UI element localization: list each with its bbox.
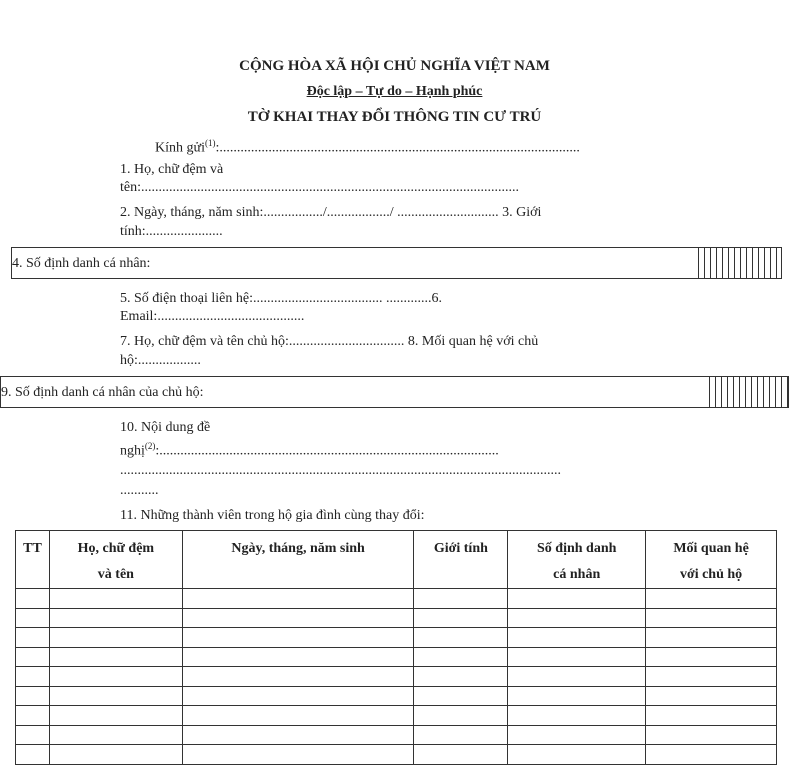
field-10-request[interactable] — [120, 437, 499, 461]
col-header-relation: Mối quan hệ với chủ hộ — [646, 531, 777, 589]
field-3-gender[interactable]: tính:...................... — [120, 224, 223, 239]
table-cell[interactable] — [646, 628, 777, 648]
table-cell[interactable] — [49, 608, 182, 628]
table-cell[interactable] — [508, 589, 646, 609]
table-cell[interactable] — [508, 725, 646, 745]
table-cell[interactable] — [182, 706, 414, 726]
table-cell[interactable] — [16, 686, 50, 706]
table-cell[interactable] — [414, 745, 508, 765]
col-header-tt: TT — [16, 531, 50, 589]
table-row[interactable] — [16, 589, 777, 609]
table-cell[interactable] — [16, 589, 50, 609]
table-cell[interactable] — [16, 725, 50, 745]
table-row[interactable] — [16, 745, 777, 765]
table-cell[interactable] — [414, 608, 508, 628]
table-cell[interactable] — [16, 745, 50, 765]
id-digit-cells[interactable] — [698, 247, 782, 279]
table-cell[interactable] — [182, 745, 414, 765]
field-9-label: 9. Số định danh cá nhân của chủ hộ: — [1, 385, 204, 400]
table-cell[interactable] — [49, 686, 182, 706]
field-4-id-box[interactable] — [11, 247, 782, 279]
table-cell[interactable] — [16, 706, 50, 726]
table-cell[interactable] — [508, 745, 646, 765]
table-row[interactable] — [16, 725, 777, 745]
table-cell[interactable] — [414, 647, 508, 667]
table-cell[interactable] — [414, 706, 508, 726]
table-cell[interactable] — [182, 686, 414, 706]
field-5-phone[interactable]: 5. Số điện thoại liên hệ:..................................... .............6. — [120, 291, 442, 306]
col-header-name: Họ, chữ đệm và tên — [49, 531, 182, 589]
table-cell[interactable] — [182, 725, 414, 745]
table-cell[interactable] — [16, 628, 50, 648]
field-9-id-box[interactable] — [0, 376, 789, 408]
motto: Độc lập – Tự do – Hạnh phúc — [306, 84, 483, 99]
field-1-name[interactable]: tên:............................................................................................................ — [120, 180, 519, 195]
table-cell[interactable] — [414, 686, 508, 706]
table-cell[interactable] — [646, 686, 777, 706]
field-10-line-3[interactable]: ........... — [120, 483, 159, 498]
table-cell[interactable] — [646, 745, 777, 765]
table-cell[interactable] — [182, 667, 414, 687]
table-cell[interactable] — [646, 725, 777, 745]
field-6-email[interactable]: Email:.......................................... — [120, 309, 305, 324]
members-table — [15, 530, 777, 765]
table-cell[interactable] — [182, 628, 414, 648]
footnote-1: (1) — [204, 138, 216, 148]
field-8-relation[interactable]: hộ:.................. — [120, 353, 201, 368]
col-header-dob: Ngày, tháng, năm sinh — [182, 531, 414, 589]
field-10-dots: :................................................................................................. — [155, 443, 499, 459]
table-cell[interactable] — [49, 706, 182, 726]
table-row[interactable] — [16, 647, 777, 667]
country-header: CỘNG HÒA XÃ HỘI CHỦ NGHĨA VIỆT NAM — [239, 58, 550, 74]
field-10-line-2[interactable]: .............................................................................................................................. — [120, 463, 561, 478]
footnote-2: (2) — [144, 441, 156, 451]
table-cell[interactable] — [49, 745, 182, 765]
table-row[interactable] — [16, 628, 777, 648]
form-title: TỜ KHAI THAY ĐỔI THÔNG TIN CƯ TRÚ — [247, 109, 542, 125]
field-7-head-name[interactable]: 7. Họ, chữ đệm và tên chủ hộ:................................. 8. Mối quan hệ với chủ — [120, 334, 539, 349]
field-11-label: 11. Những thành viên trong hộ gia đình cùng thay đổi: — [120, 508, 425, 523]
table-cell[interactable] — [414, 667, 508, 687]
field-2-dob[interactable]: 2. Ngày, tháng, năm sinh:................./................../ ............................. 3. Giới — [120, 205, 542, 220]
table-row[interactable] — [16, 706, 777, 726]
table-cell[interactable] — [646, 706, 777, 726]
table-cell[interactable] — [508, 647, 646, 667]
table-cell[interactable] — [182, 647, 414, 667]
table-row[interactable] — [16, 667, 777, 687]
kinh-gui-label: Kính gửi — [155, 140, 205, 156]
table-cell[interactable] — [414, 628, 508, 648]
table-cell[interactable] — [49, 667, 182, 687]
table-cell[interactable] — [508, 706, 646, 726]
table-cell[interactable] — [16, 667, 50, 687]
table-cell[interactable] — [646, 667, 777, 687]
field-4-label: 4. Số định danh cá nhân: — [12, 256, 151, 271]
table-cell[interactable] — [16, 647, 50, 667]
table-cell[interactable] — [508, 667, 646, 687]
field-10-request-label: nghị — [120, 443, 145, 459]
table-cell[interactable] — [646, 608, 777, 628]
table-cell[interactable] — [414, 589, 508, 609]
table-row[interactable] — [16, 686, 777, 706]
table-cell[interactable] — [508, 628, 646, 648]
table-cell[interactable] — [182, 589, 414, 609]
table-cell[interactable] — [508, 608, 646, 628]
table-row[interactable] — [16, 608, 777, 628]
table-cell[interactable] — [646, 589, 777, 609]
table-cell[interactable] — [646, 647, 777, 667]
head-id-digit-cells[interactable] — [709, 376, 789, 408]
table-cell[interactable] — [182, 608, 414, 628]
kinh-gui-dots: :....................................................................................................... — [215, 140, 580, 156]
table-cell[interactable] — [49, 725, 182, 745]
table-cell[interactable] — [49, 628, 182, 648]
table-cell[interactable] — [49, 589, 182, 609]
col-header-gender: Giới tính — [414, 531, 508, 589]
table-cell[interactable] — [16, 608, 50, 628]
field-10-label: 10. Nội dung đề — [120, 420, 211, 435]
kinh-gui-line[interactable] — [155, 134, 580, 158]
table-cell[interactable] — [414, 725, 508, 745]
table-cell[interactable] — [508, 686, 646, 706]
col-header-id: Số định danh cá nhân — [508, 531, 646, 589]
table-cell[interactable] — [49, 647, 182, 667]
field-1-label: 1. Họ, chữ đệm và — [120, 162, 224, 177]
